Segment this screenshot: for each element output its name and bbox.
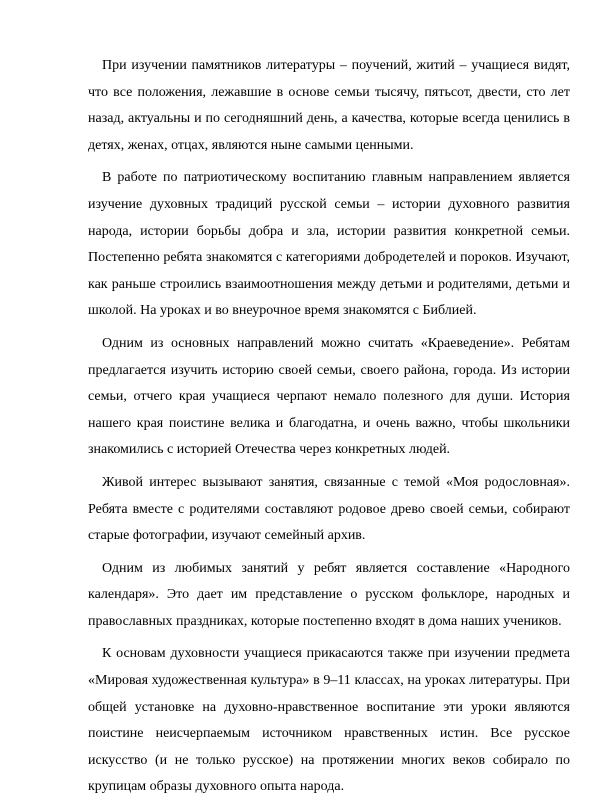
paragraph-literature-monuments: При изучении памятников литературы – поучений, житий – учащиеся видят, что все положения, лежавшие в основе семьи тысячу, пятьсот, двести, сто лет назад, актуальны и по сегодняшний день, а качества, которые всегда ценились в детях, женах, отцах, являются ныне самыми ценными. [88,58,570,153]
paragraph-folk-calendar: Одним из любимых занятий у ребят является составление «Народного календаря». Это дает им представление о русском фольклоре, народных и православных праздниках, которые постепенно входят в дома наших учеников. [88,560,570,629]
paragraph-world-art-culture: К основам духовности учащиеся прикасаются также при изучении предмета «Мировая художественная культура» в 9–11 классах, на уроках литературы. При общей установке на духовно-нравственное воспитание эти уроки являются поистине неисчерпаемым источником нравственных истин. Все русское искусство (и не только русское) на протяжении многих веков собирало по крупицам образы духовного опыта народа. [88,646,570,795]
paragraph-local-history: Одним из основных направлений можно считать «Краеведение». Ребятам предлагается изучить историю своей семьи, своего района, города. Из истории семьи, отчего края учащиеся черпают немало полезного для души. История нашего края поистине велика и благодатна, и очень важно, чтобы школьники знакомились с историей Отечества через конкретных людей. [88,335,570,458]
document-body [88,53,570,801]
paragraph-genealogy: Живой интерес вызывают занятия, связанные с темой «Моя родословная». Ребята вместе с родителями составляют родовое древо своей семьи, собирают старые фотографии, изучают семейный архив. [88,474,570,544]
paragraph-patriotic-education: В работе по патриотическому воспитанию главным направлением является изучение духовных традиций русской семьи – истории духовного развития народа, истории борьбы добра и зла, истории развития конкретной семьи. Постепенно ребята знакомятся с категориями добродетелей и пороков. Изучают, как раньше строились взаимоотношения между детьми и родителями, детьми и школой. На уроках и во внеурочное время знакомятся с Библией. [88,170,570,319]
